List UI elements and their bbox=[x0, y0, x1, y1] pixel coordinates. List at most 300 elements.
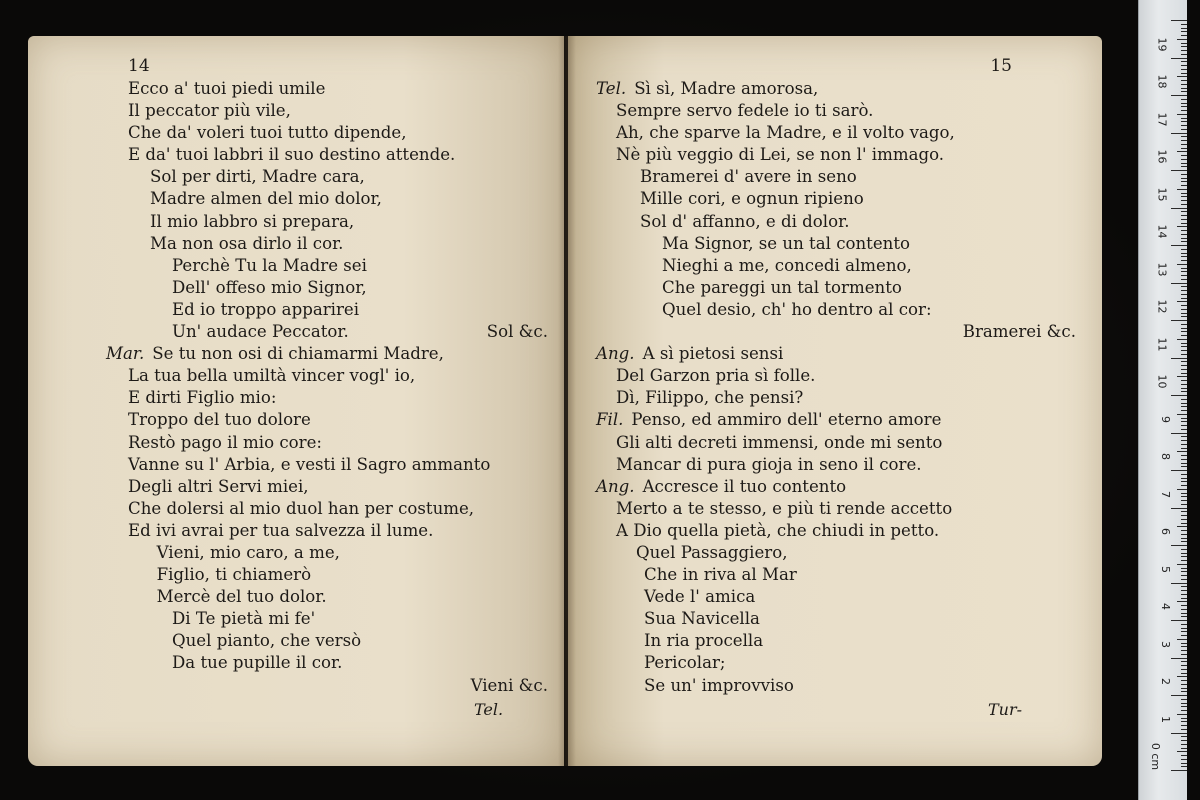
ruler-tick bbox=[1181, 418, 1187, 419]
ruler-tick bbox=[1181, 103, 1187, 104]
ruler-tick bbox=[1181, 50, 1187, 51]
ruler-tick bbox=[1181, 688, 1187, 689]
verse-line bbox=[596, 675, 1086, 697]
verse-line bbox=[596, 255, 1086, 277]
speaker-label: Fil. bbox=[596, 410, 624, 430]
open-book bbox=[28, 36, 1102, 766]
ruler-tick bbox=[1181, 298, 1187, 299]
ruler-tick bbox=[1181, 286, 1187, 287]
verse-text: Quel pianto, che versò bbox=[172, 631, 362, 651]
verse-text: Il peccator più vile, bbox=[128, 101, 291, 121]
ruler-tick bbox=[1181, 763, 1187, 764]
verse-line bbox=[128, 608, 558, 630]
ruler-tick bbox=[1177, 414, 1187, 415]
ruler-tick bbox=[1171, 95, 1187, 96]
speaker-label: Tel. bbox=[596, 79, 627, 98]
ruler-tick bbox=[1181, 568, 1187, 569]
ruler-number: 8 bbox=[1159, 453, 1172, 460]
ruler-tick bbox=[1181, 661, 1187, 662]
ruler-number: 15 bbox=[1155, 187, 1169, 201]
ruler-tick bbox=[1171, 58, 1187, 59]
right-page bbox=[568, 36, 1102, 766]
verse-text: Accresce il tuo contento bbox=[642, 476, 847, 496]
ruler-tick bbox=[1171, 733, 1187, 734]
verse-line bbox=[128, 78, 558, 100]
speaker-label: Ang. bbox=[596, 476, 635, 496]
ruler-tick bbox=[1181, 369, 1187, 370]
ruler-tick bbox=[1181, 448, 1187, 449]
verse-line bbox=[128, 586, 558, 608]
ruler-tick bbox=[1177, 751, 1187, 752]
ruler-tick bbox=[1181, 530, 1187, 531]
ruler-tick bbox=[1177, 226, 1187, 227]
ruler-tick bbox=[1171, 695, 1187, 696]
ruler-tick bbox=[1171, 245, 1187, 246]
ruler-tick bbox=[1177, 564, 1187, 565]
ruler-tick bbox=[1181, 196, 1187, 197]
ruler-tick bbox=[1181, 541, 1187, 542]
verse-text: Pericolar; bbox=[644, 653, 726, 673]
verse-text: Un' audace Peccator. bbox=[172, 322, 349, 342]
verse-text: Perchè Tu la Madre sei bbox=[172, 255, 367, 275]
speaker-label: Ang. bbox=[596, 344, 635, 364]
ruler-tick bbox=[1181, 148, 1187, 149]
verse-text: Ed ivi avrai per tua salvezza il lume. bbox=[128, 520, 434, 540]
verse-text: Se un' improvviso bbox=[644, 675, 794, 695]
ruler-tick bbox=[1181, 365, 1187, 366]
ruler-tick bbox=[1181, 178, 1187, 179]
verse-line bbox=[128, 277, 558, 299]
verse-text: Se tu non osi di chiamarmi Madre, bbox=[152, 344, 444, 364]
ruler-tick bbox=[1181, 193, 1187, 194]
verse-text: Che pareggi un tal tormento bbox=[662, 277, 902, 297]
ruler-tick bbox=[1181, 335, 1187, 336]
ruler-tick bbox=[1181, 523, 1187, 524]
ruler-tick bbox=[1177, 639, 1187, 640]
ruler-tick bbox=[1171, 545, 1187, 546]
ruler-tick bbox=[1181, 215, 1187, 216]
ruler-tick bbox=[1171, 170, 1187, 171]
ruler-tick bbox=[1171, 208, 1187, 209]
verse-line bbox=[596, 343, 1086, 365]
ruler-tick bbox=[1181, 586, 1187, 587]
verse-line bbox=[596, 321, 1086, 343]
verse-line bbox=[596, 476, 1086, 498]
verse-text: Quel desio, ch' ho dentro al cor: bbox=[662, 299, 932, 319]
ruler-tick bbox=[1181, 650, 1187, 651]
ruler-tick bbox=[1181, 125, 1187, 126]
ruler-tick bbox=[1181, 80, 1187, 81]
catchword-left: Tel. bbox=[474, 700, 504, 719]
ruler-tick bbox=[1181, 425, 1187, 426]
aria-repeat-cue: Vieni &c. bbox=[470, 675, 548, 695]
ruler-tick bbox=[1181, 590, 1187, 591]
ruler-tick bbox=[1181, 459, 1187, 460]
ruler-tick bbox=[1181, 740, 1187, 741]
ruler-tick bbox=[1181, 635, 1187, 636]
ruler-tick bbox=[1181, 538, 1187, 539]
ruler-tick bbox=[1171, 770, 1187, 771]
verse-text: Nieghi a me, concedi almeno, bbox=[662, 255, 912, 275]
ruler-tick bbox=[1181, 174, 1187, 175]
verse-text: A sì pietosi sensi bbox=[642, 344, 784, 364]
verse-line bbox=[596, 454, 1086, 476]
ruler-tick bbox=[1181, 725, 1187, 726]
ruler-tick bbox=[1181, 673, 1187, 674]
ruler-tick bbox=[1181, 35, 1187, 36]
ruler-number: 12 bbox=[1155, 299, 1169, 314]
verse-line bbox=[128, 144, 558, 166]
ruler-tick bbox=[1181, 410, 1187, 411]
ruler-number: 19 bbox=[1155, 37, 1169, 51]
verse-line bbox=[596, 211, 1086, 233]
ruler-tick bbox=[1181, 294, 1187, 295]
ruler-tick bbox=[1181, 316, 1187, 317]
ruler-tick bbox=[1181, 84, 1187, 85]
ruler-tick bbox=[1181, 54, 1187, 55]
verse-line bbox=[596, 542, 1086, 564]
ruler-tick bbox=[1181, 403, 1187, 404]
ruler-tick bbox=[1181, 759, 1187, 760]
ruler-tick bbox=[1181, 699, 1187, 700]
ruler-tick bbox=[1181, 331, 1187, 332]
ruler-tick bbox=[1181, 166, 1187, 167]
ruler-tick bbox=[1177, 489, 1187, 490]
ruler-tick bbox=[1181, 324, 1187, 325]
ruler-tick bbox=[1177, 151, 1187, 152]
ruler-tick bbox=[1181, 748, 1187, 749]
ruler-number: 9 bbox=[1159, 415, 1172, 423]
verse-text: Ma non osa dirlo il cor. bbox=[150, 233, 344, 253]
verse-line bbox=[128, 365, 558, 387]
verse-text: Ah, che sparve la Madre, e il volto vago, bbox=[616, 123, 955, 143]
aria-repeat-cue: Bramerei &c. bbox=[962, 322, 1076, 342]
book-gutter bbox=[558, 36, 576, 766]
ruler-tick bbox=[1181, 211, 1187, 212]
ruler-number: 14 bbox=[1155, 224, 1169, 239]
ruler-tick bbox=[1181, 31, 1187, 32]
ruler-tick bbox=[1181, 579, 1187, 580]
ruler-tick bbox=[1171, 620, 1187, 621]
ruler-tick bbox=[1181, 481, 1187, 482]
ruler-number: 13 bbox=[1155, 262, 1169, 276]
ruler-tick bbox=[1181, 219, 1187, 220]
verse-line bbox=[128, 166, 558, 188]
ruler-tick bbox=[1181, 241, 1187, 242]
verse-text: La tua bella umiltà vincer vogl' io, bbox=[128, 366, 416, 386]
verse-text: E dirti Figlio mio: bbox=[128, 388, 277, 408]
ruler-tick bbox=[1181, 624, 1187, 625]
verse-text: Mercè del tuo dolor. bbox=[156, 587, 327, 607]
ruler-tick bbox=[1181, 121, 1187, 122]
ruler-tick bbox=[1181, 129, 1187, 130]
verse-line bbox=[128, 542, 558, 564]
ruler-tick bbox=[1181, 279, 1187, 280]
ruler-tick bbox=[1181, 515, 1187, 516]
verse-text: Sì sì, Madre amorosa, bbox=[634, 79, 819, 98]
ruler-tick bbox=[1177, 114, 1187, 115]
verse-text: Ecco a' tuoi piedi umile bbox=[128, 79, 326, 98]
ruler-number: 10 bbox=[1155, 374, 1169, 389]
ruler-tick bbox=[1177, 376, 1187, 377]
ruler-tick bbox=[1181, 159, 1187, 160]
speaker-label: Mar. bbox=[106, 344, 145, 364]
ruler-number: 16 bbox=[1155, 149, 1169, 164]
verse-text: Penso, ed ammiro dell' eterno amore bbox=[631, 410, 942, 430]
ruler-number: 7 bbox=[1159, 490, 1172, 498]
ruler-tick bbox=[1181, 384, 1187, 385]
ruler-tick bbox=[1181, 260, 1187, 261]
ruler-tick bbox=[1181, 118, 1187, 119]
verse-text: Merto a te stesso, e più ti rende accetto bbox=[616, 498, 953, 518]
ruler-tick bbox=[1171, 320, 1187, 321]
aria-repeat-cue: Sol &c. bbox=[486, 322, 548, 342]
verse-text: Vede l' amica bbox=[644, 587, 756, 607]
left-page-text bbox=[106, 78, 558, 697]
ruler-tick bbox=[1181, 185, 1187, 186]
ruler-tick bbox=[1181, 238, 1187, 239]
ruler-tick bbox=[1181, 493, 1187, 494]
ruler-tick bbox=[1177, 39, 1187, 40]
verse-line bbox=[596, 299, 1086, 321]
ruler-tick bbox=[1181, 504, 1187, 505]
ruler-tick bbox=[1181, 110, 1187, 111]
ruler-tick bbox=[1181, 429, 1187, 430]
ruler-number: 5 bbox=[1159, 565, 1172, 573]
verse-line bbox=[596, 586, 1086, 608]
ruler-tick bbox=[1171, 658, 1187, 659]
ruler-tick bbox=[1181, 73, 1187, 74]
ruler-tick bbox=[1171, 358, 1187, 359]
ruler-tick bbox=[1181, 249, 1187, 250]
verse-text: Del Garzon pria sì folle. bbox=[616, 366, 816, 386]
ruler-tick bbox=[1181, 155, 1187, 156]
verse-line bbox=[596, 233, 1086, 255]
ruler-tick bbox=[1181, 380, 1187, 381]
ruler-tick bbox=[1181, 46, 1187, 47]
ruler-tick bbox=[1181, 631, 1187, 632]
ruler-number: 1 bbox=[1159, 715, 1172, 723]
verse-text: A Dio quella pietà, che chiudi in petto. bbox=[616, 520, 940, 540]
ruler-tick bbox=[1171, 583, 1187, 584]
verse-text: Degli altri Servi miei, bbox=[128, 476, 309, 496]
ruler-tick bbox=[1181, 328, 1187, 329]
verse-text: Sol d' affanno, e di dolor. bbox=[640, 211, 850, 231]
verse-line bbox=[128, 498, 558, 520]
verse-text: E da' tuoi labbri il suo destino attende. bbox=[128, 145, 456, 165]
verse-line bbox=[128, 432, 558, 454]
ruler-tick bbox=[1181, 455, 1187, 456]
verse-line bbox=[596, 432, 1086, 454]
ruler-tick bbox=[1181, 616, 1187, 617]
ruler-tick bbox=[1181, 373, 1187, 374]
verse-line bbox=[596, 365, 1086, 387]
ruler-tick bbox=[1177, 189, 1187, 190]
verse-line bbox=[596, 652, 1086, 674]
ruler-tick bbox=[1181, 200, 1187, 201]
verse-text: Che in riva al Mar bbox=[644, 565, 797, 585]
verse-text: Sempre servo fedele io ti sarò. bbox=[616, 101, 874, 121]
ruler-tick bbox=[1181, 609, 1187, 610]
ruler-tick bbox=[1181, 718, 1187, 719]
ruler-tick bbox=[1181, 665, 1187, 666]
ruler-tick bbox=[1181, 163, 1187, 164]
ruler-tick bbox=[1177, 301, 1187, 302]
ruler-tick bbox=[1181, 598, 1187, 599]
ruler-tick bbox=[1181, 496, 1187, 497]
verse-text: Ma Signor, se un tal contento bbox=[662, 233, 910, 253]
ruler-tick bbox=[1181, 466, 1187, 467]
ruler-tick bbox=[1181, 463, 1187, 464]
verse-line bbox=[596, 166, 1086, 188]
verse-line bbox=[596, 100, 1086, 122]
verse-line bbox=[106, 343, 558, 365]
ruler-tick bbox=[1181, 230, 1187, 231]
verse-line bbox=[128, 630, 558, 652]
ruler-tick bbox=[1181, 511, 1187, 512]
ruler-tick bbox=[1181, 478, 1187, 479]
left-page bbox=[28, 36, 564, 766]
verse-line bbox=[128, 476, 558, 498]
ruler-tick bbox=[1181, 680, 1187, 681]
verse-line bbox=[128, 454, 558, 476]
ruler-tick bbox=[1181, 388, 1187, 389]
ruler-tick bbox=[1171, 470, 1187, 471]
ruler-tick bbox=[1177, 601, 1187, 602]
verse-line bbox=[596, 520, 1086, 542]
ruler-tick bbox=[1181, 654, 1187, 655]
ruler-tick bbox=[1181, 91, 1187, 92]
verse-line bbox=[596, 498, 1086, 520]
verse-line bbox=[128, 564, 558, 586]
ruler-tick bbox=[1181, 474, 1187, 475]
verse-line bbox=[596, 144, 1086, 166]
ruler-tick bbox=[1181, 350, 1187, 351]
ruler-tick bbox=[1181, 721, 1187, 722]
verse-line bbox=[128, 409, 558, 431]
ruler-tick bbox=[1177, 339, 1187, 340]
ruler-tick bbox=[1181, 691, 1187, 692]
verse-line bbox=[596, 608, 1086, 630]
ruler-tick bbox=[1181, 575, 1187, 576]
ruler-tick bbox=[1181, 136, 1187, 137]
ruler-tick bbox=[1181, 613, 1187, 614]
verse-line bbox=[128, 675, 558, 697]
verse-line bbox=[596, 122, 1086, 144]
ruler-number: 6 bbox=[1159, 528, 1172, 535]
measuring-ruler bbox=[1138, 0, 1187, 800]
ruler-tick bbox=[1181, 556, 1187, 557]
ruler-number: 17 bbox=[1155, 112, 1169, 126]
verse-text: Ed io troppo apparirei bbox=[172, 299, 360, 319]
ruler-tick bbox=[1181, 534, 1187, 535]
ruler-tick bbox=[1181, 485, 1187, 486]
ruler-tick bbox=[1181, 766, 1187, 767]
ruler-tick bbox=[1181, 181, 1187, 182]
ruler-tick bbox=[1181, 553, 1187, 554]
verse-text: Dell' offeso mio Signor, bbox=[172, 277, 367, 297]
ruler-tick bbox=[1181, 28, 1187, 29]
verse-line bbox=[128, 520, 558, 542]
ruler-tick bbox=[1177, 526, 1187, 527]
page-number-right: 15 bbox=[990, 56, 1012, 76]
ruler-number: 2 bbox=[1159, 678, 1172, 685]
ruler-tick bbox=[1171, 433, 1187, 434]
ruler-tick bbox=[1181, 444, 1187, 445]
verse-line bbox=[596, 78, 1086, 100]
ruler-tick bbox=[1171, 133, 1187, 134]
ruler-tick bbox=[1171, 508, 1187, 509]
verse-text: Di Te pietà mi fe' bbox=[172, 609, 316, 629]
ruler-tick bbox=[1181, 256, 1187, 257]
ruler-tick bbox=[1181, 24, 1187, 25]
ruler-tick bbox=[1181, 354, 1187, 355]
ruler-number: 11 bbox=[1155, 337, 1169, 351]
ruler-tick bbox=[1181, 605, 1187, 606]
page-number-left: 14 bbox=[128, 56, 150, 76]
ruler-tick bbox=[1181, 560, 1187, 561]
ruler-number: 4 bbox=[1159, 603, 1172, 610]
verse-line bbox=[128, 100, 558, 122]
ruler-tick bbox=[1177, 76, 1187, 77]
ruler-tick bbox=[1181, 271, 1187, 272]
ruler-tick bbox=[1181, 69, 1187, 70]
verse-line bbox=[128, 321, 558, 343]
verse-text: Sua Navicella bbox=[644, 609, 760, 629]
ruler-tick bbox=[1181, 290, 1187, 291]
ruler-tick bbox=[1181, 703, 1187, 704]
ruler-tick bbox=[1181, 594, 1187, 595]
ruler-tick bbox=[1181, 646, 1187, 647]
ruler-number: 0 cm bbox=[1148, 742, 1162, 771]
ruler-tick bbox=[1181, 253, 1187, 254]
ruler-tick bbox=[1181, 628, 1187, 629]
verse-text: In ria procella bbox=[644, 631, 764, 651]
ruler-tick bbox=[1181, 275, 1187, 276]
verse-text: Nè più veggio di Lei, se non l' immago. bbox=[616, 145, 945, 165]
ruler-tick bbox=[1181, 391, 1187, 392]
ruler-tick bbox=[1181, 440, 1187, 441]
verse-line bbox=[596, 630, 1086, 652]
verse-text: Da tue pupille il cor. bbox=[172, 653, 343, 673]
ruler-tick bbox=[1181, 421, 1187, 422]
ruler-tick bbox=[1171, 283, 1187, 284]
ruler-tick bbox=[1181, 106, 1187, 107]
catchword-right: Tur- bbox=[988, 700, 1023, 719]
verse-text: Figlio, ti chiamerò bbox=[156, 565, 312, 585]
ruler-tick bbox=[1181, 268, 1187, 269]
ruler-tick bbox=[1181, 706, 1187, 707]
ruler-tick bbox=[1181, 343, 1187, 344]
verse-line bbox=[596, 409, 1086, 431]
ruler-tick bbox=[1181, 204, 1187, 205]
ruler-tick bbox=[1181, 519, 1187, 520]
ruler-tick bbox=[1171, 395, 1187, 396]
verse-text: Vanne su l' Arbia, e vesti il Sagro ammanto bbox=[128, 454, 491, 474]
ruler-tick bbox=[1181, 399, 1187, 400]
verse-text: Gli alti decreti immensi, onde mi sento bbox=[616, 432, 943, 452]
verse-line bbox=[128, 299, 558, 321]
verse-line bbox=[596, 387, 1086, 409]
ruler-tick bbox=[1181, 305, 1187, 306]
ruler-tick bbox=[1181, 571, 1187, 572]
verse-text: Il mio labbro si prepara, bbox=[150, 211, 355, 231]
verse-text: Mille cori, e ognun ripieno bbox=[640, 189, 864, 209]
ruler-tick bbox=[1181, 669, 1187, 670]
ruler-tick bbox=[1181, 361, 1187, 362]
ruler-tick bbox=[1181, 223, 1187, 224]
verse-text: Che da' voleri tuoi tutto dipende, bbox=[128, 123, 407, 143]
